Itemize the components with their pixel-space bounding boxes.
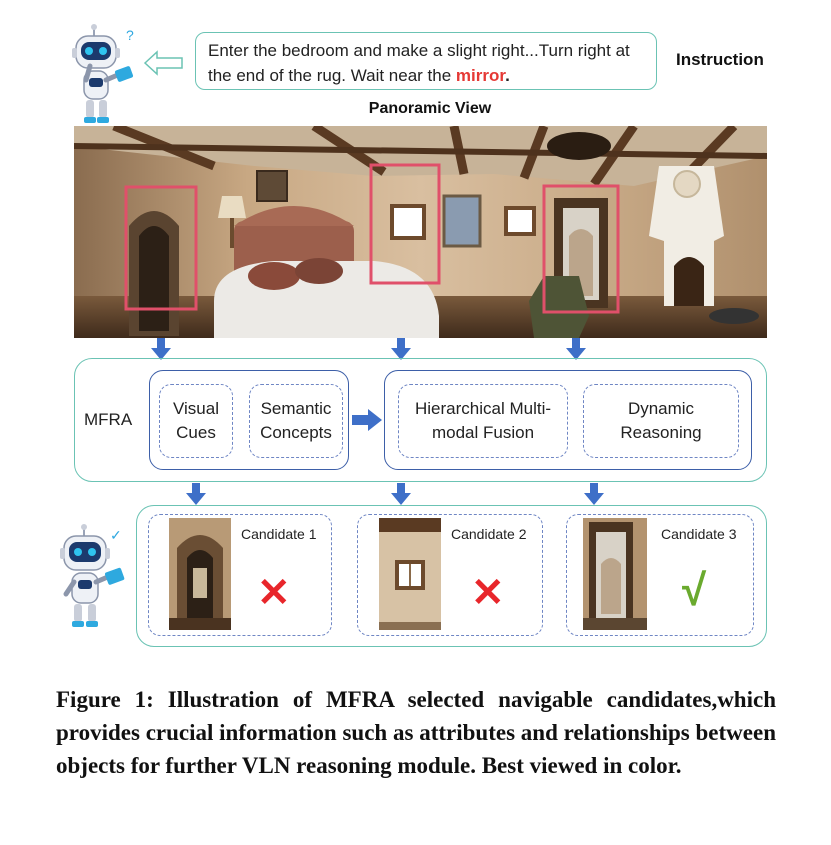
figure-caption: Figure 1: Illustration of MFRA selected navigable candidates,which provides crucial information such as attributes and relationships between objects for further VLN reasoning module. Best viewed in color. [56, 687, 776, 778]
module-visual-cues: Visual Cues [159, 384, 233, 458]
svg-text:?: ? [126, 27, 134, 43]
cross-icon: ✕ [471, 571, 505, 615]
hollow-arrow-left-icon [143, 50, 185, 76]
arrow-down-icon [186, 483, 206, 505]
module-hierarchical-fusion: Hierarchical Multi-modal Fusion [398, 384, 568, 458]
arrow-down-icon [566, 338, 586, 360]
candidate-thumbnail [379, 518, 441, 630]
candidate-label: Candidate 2 [451, 526, 527, 542]
candidate-thumbnail [169, 518, 231, 630]
candidate-thumbnail [583, 518, 647, 630]
check-icon: √ [682, 566, 707, 615]
arrow-down-icon [584, 483, 604, 505]
candidate-label: Candidate 3 [661, 526, 737, 542]
instruction-label: Instruction [676, 50, 764, 69]
instruction-text: Enter the bedroom and make a slight right...Turn right at the end of the rug. Wait near the [208, 41, 630, 85]
svg-text:✓: ✓ [110, 527, 122, 543]
panoramic-view-image [74, 126, 767, 338]
instruction-highlight-word: mirror [455, 66, 506, 85]
arrow-down-icon [151, 338, 171, 360]
instruction-box [195, 32, 657, 90]
arrow-down-icon [391, 483, 411, 505]
mfra-label: MFRA [84, 410, 133, 429]
module-semantic-concepts: Semantic Concepts [249, 384, 343, 458]
arrow-down-icon [391, 338, 411, 360]
candidate-label: Candidate 1 [241, 526, 317, 542]
cross-icon: ✕ [257, 571, 291, 615]
robot-thinking-icon [68, 22, 148, 128]
robot-checkmark-icon [52, 520, 132, 632]
panoramic-view-label: Panoramic View [368, 100, 492, 117]
arrow-right-icon [352, 409, 382, 431]
instruction-period: . [505, 66, 510, 85]
module-dynamic-reasoning: Dynamic Reasoning [583, 384, 739, 458]
